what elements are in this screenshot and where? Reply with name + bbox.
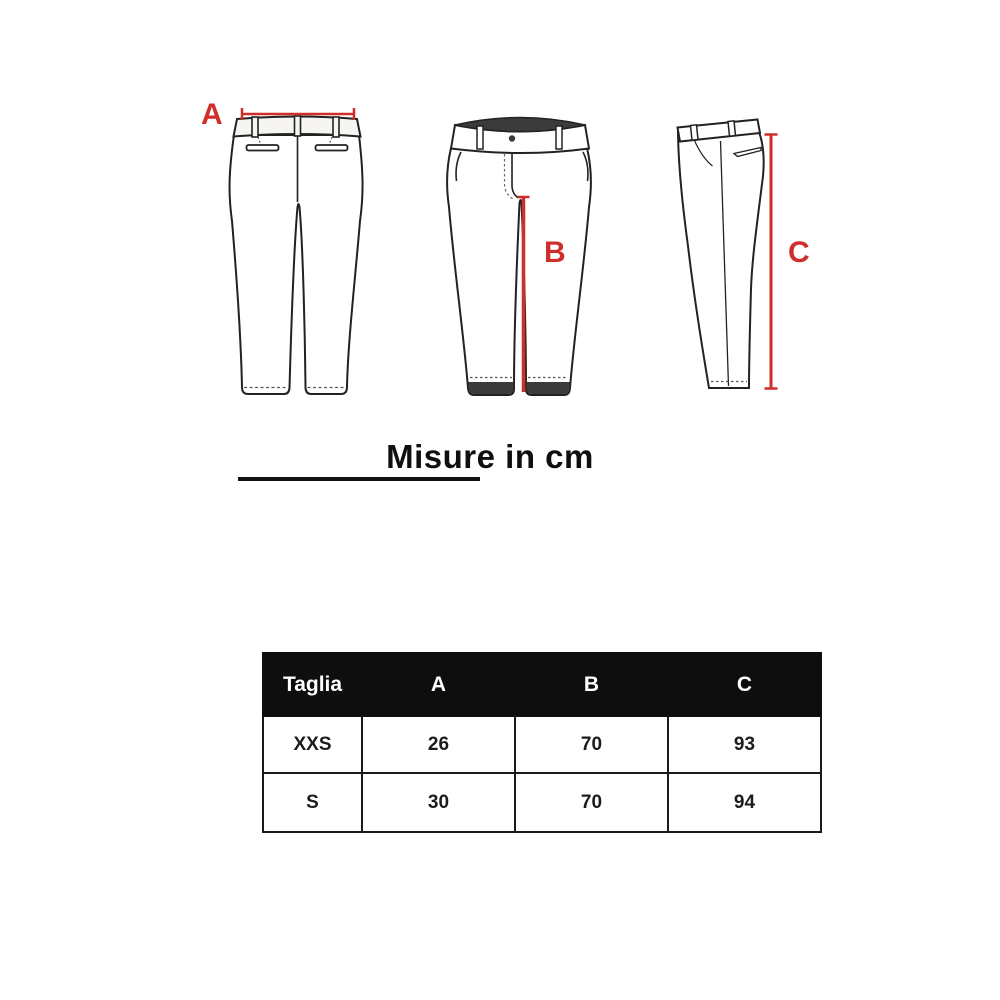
- size-table-header-b: B: [515, 653, 668, 716]
- belt-loop: [333, 117, 339, 137]
- size-table-header-taglia: Taglia: [263, 653, 362, 716]
- title-underline: [238, 477, 480, 481]
- pants-front-view-illustration: [440, 105, 605, 405]
- size-table-header-c: C: [668, 653, 821, 716]
- pants-back-view-illustration: [225, 95, 370, 405]
- belt-loop: [252, 117, 258, 137]
- belt-loop: [691, 125, 699, 140]
- belt-loop: [728, 121, 736, 136]
- measure-label-c: C: [788, 236, 810, 269]
- size-table-cell-c: 94: [668, 773, 821, 832]
- size-table-cell-a: 26: [362, 716, 515, 773]
- hem-cuff: [469, 382, 514, 394]
- belt-loop: [477, 126, 483, 149]
- size-table-cell-b: 70: [515, 773, 668, 832]
- back-pocket: [316, 145, 348, 151]
- size-table: [262, 652, 822, 833]
- waist-button: [509, 135, 515, 141]
- size-table-row-s: [263, 773, 821, 832]
- pants-front-legs: [447, 148, 591, 395]
- size-table-header-a: A: [362, 653, 515, 716]
- hem-cuff: [527, 382, 570, 394]
- size-table-row-xxs: [263, 716, 821, 773]
- size-guide-title: Misure in cm: [386, 438, 594, 475]
- belt-loop: [556, 126, 562, 149]
- measure-label-a: A: [201, 98, 223, 131]
- size-table-cell-size: XXS: [263, 716, 362, 773]
- outseam-measure-line: [765, 135, 778, 389]
- back-pocket: [247, 145, 279, 151]
- measure-label-b: B: [544, 236, 566, 269]
- size-table-header-row: [263, 653, 821, 716]
- size-table-cell-b: 70: [515, 716, 668, 773]
- size-table-cell-c: 93: [668, 716, 821, 773]
- belt-loop: [295, 116, 301, 136]
- size-table-cell-a: 30: [362, 773, 515, 832]
- size-table-cell-size: S: [263, 773, 362, 832]
- pants-back-legs: [230, 135, 363, 394]
